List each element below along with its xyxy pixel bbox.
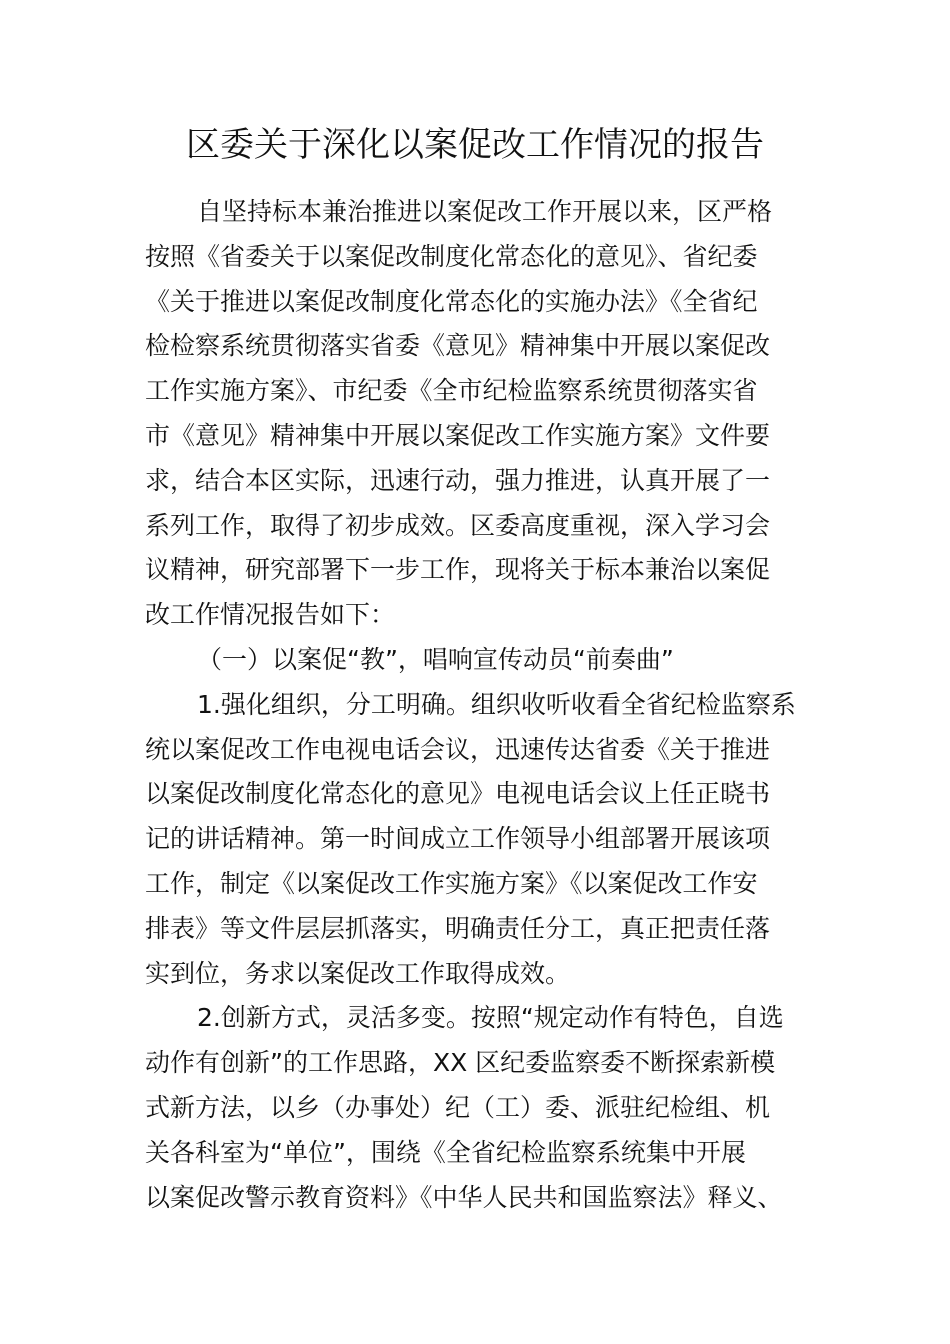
document-body — [145, 190, 805, 1220]
paragraph-line: 自坚持标本兼治推进以案促改工作开展以来，区严格 — [197, 197, 773, 226]
paragraph-line: 式新方法，以乡（办事处）纪（工）委、派驻纪检组、机 — [145, 1092, 771, 1122]
section-heading: （一）以案促“教”，唱响宣传动员“前奏曲” — [197, 644, 674, 674]
paragraph-line: 按照《省委关于以案促改制度化常态化的意见》、省纪委 — [145, 241, 758, 271]
paragraph-line: 工作，制定《以案促改工作实施方案》《以案促改工作安 — [145, 868, 758, 898]
paragraph-line: 统以案促改工作电视电话会议，迅速传达省委《关于推进 — [145, 734, 771, 764]
paragraph-line: 工作实施方案》、市纪委《全市纪检监察系统贯彻落实省 — [145, 376, 758, 406]
paragraph-line: 1.强化组织，分工明确。组织收听收看全省纪检监察系 — [197, 689, 796, 719]
paragraph-line: 排表》等文件层层抓落实，明确责任分工，真正把责任落 — [145, 913, 771, 943]
paragraph-line: 市《意见》精神集中开展以案促改工作实施方案》文件要 — [145, 420, 771, 450]
paragraph-line: 以案促改制度化常态化的意见》电视电话会议上任正晓书 — [145, 779, 771, 809]
paragraph-line: 求，结合本区实际，迅速行动，强力推进，认真开展了一 — [145, 465, 771, 495]
paragraph-line: 动作有创新”的工作思路，XX 区纪委监察委不断探索新模 — [145, 1048, 776, 1078]
paragraph-line: 系列工作，取得了初步成效。区委高度重视，深入学习会 — [145, 510, 771, 540]
paragraph-line: 检检察系统贯彻落实省委《意见》精神集中开展以案促改 — [145, 331, 771, 361]
paragraph-line: 记的讲话精神。第一时间成立工作领导小组部署开展该项 — [145, 824, 771, 854]
document-title: 区委关于深化以案促改工作情况的报告 — [186, 125, 764, 165]
paragraph-line: 改工作情况报告如下： — [145, 600, 396, 630]
paragraph-line: 议精神，研究部署下一步工作，现将关于标本兼治以案促 — [145, 555, 771, 585]
paragraph-line: 以案促改警示教育资料》《中华人民共和国监察法》释义、 — [145, 1182, 783, 1212]
paragraph-line: 实到位，务求以案促改工作取得成效。 — [145, 958, 571, 988]
paragraph-line: 2.创新方式，灵活多变。按照“规定动作有特色，自选 — [197, 1003, 784, 1033]
paragraph-line: 关各科室为“单位”，围绕《全省纪检监察系统集中开展 — [145, 1137, 746, 1167]
paragraph-line: 《关于推进以案促改制度化常态化的实施办法》《全省纪 — [145, 286, 758, 316]
